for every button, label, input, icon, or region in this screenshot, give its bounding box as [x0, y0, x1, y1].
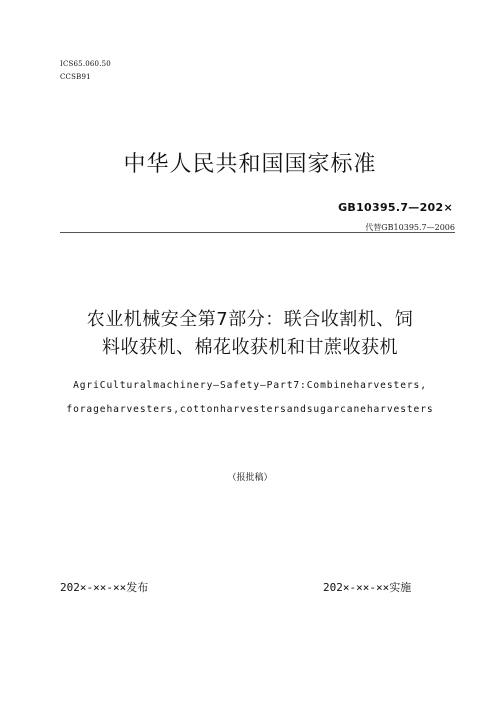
document-title-cn-line2: 料收获机、棉花收获机和甘蔗收获机 [102, 337, 398, 358]
standard-number: GB10395.7—202× [338, 201, 453, 214]
document-title-en-line1: AgriCulturalmachinery—Safety—Part7:Combineharvesters, [73, 380, 427, 391]
header-divider [60, 232, 455, 233]
document-title-cn-line1: 农业机械安全第7部分：联合收割机、饲 [86, 309, 414, 330]
implementation-date: 202×-××-××实施 [323, 581, 412, 594]
replaces-standard: 代替GB10395.7—2006 [365, 223, 455, 232]
ccs-code: CCSB91 [60, 73, 91, 81]
issue-date: 202×-××-××发布 [60, 581, 149, 594]
document-title-en-line2: forageharvesters,cottonharvestersandsugarcaneharvesters [66, 404, 434, 415]
national-standard-title: 中华人民共和国国家标准 [123, 152, 377, 177]
draft-status-label: （报批稿） [227, 473, 273, 483]
ics-code: ICS65.060.50 [60, 60, 111, 68]
